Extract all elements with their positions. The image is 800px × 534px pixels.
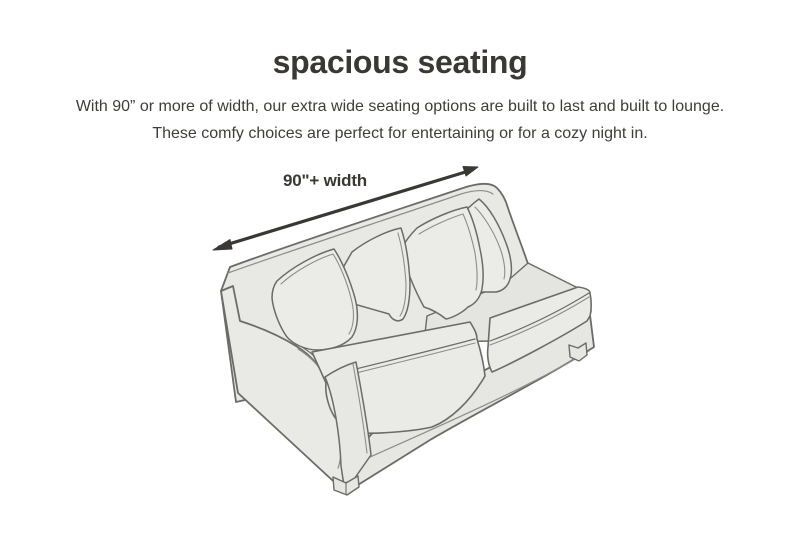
arrowhead-left bbox=[213, 240, 232, 251]
page-title: spacious seating bbox=[272, 44, 528, 80]
description-line-1: With 90” or more of width, our extra wide seating options are built to last and built to lounge. bbox=[75, 98, 725, 115]
arrowhead-right bbox=[463, 167, 478, 177]
width-dimension-label: 90"+ width bbox=[283, 171, 367, 190]
description-line-2: These comfy choices are perfect for entertaining or for a cozy night in. bbox=[152, 125, 648, 142]
